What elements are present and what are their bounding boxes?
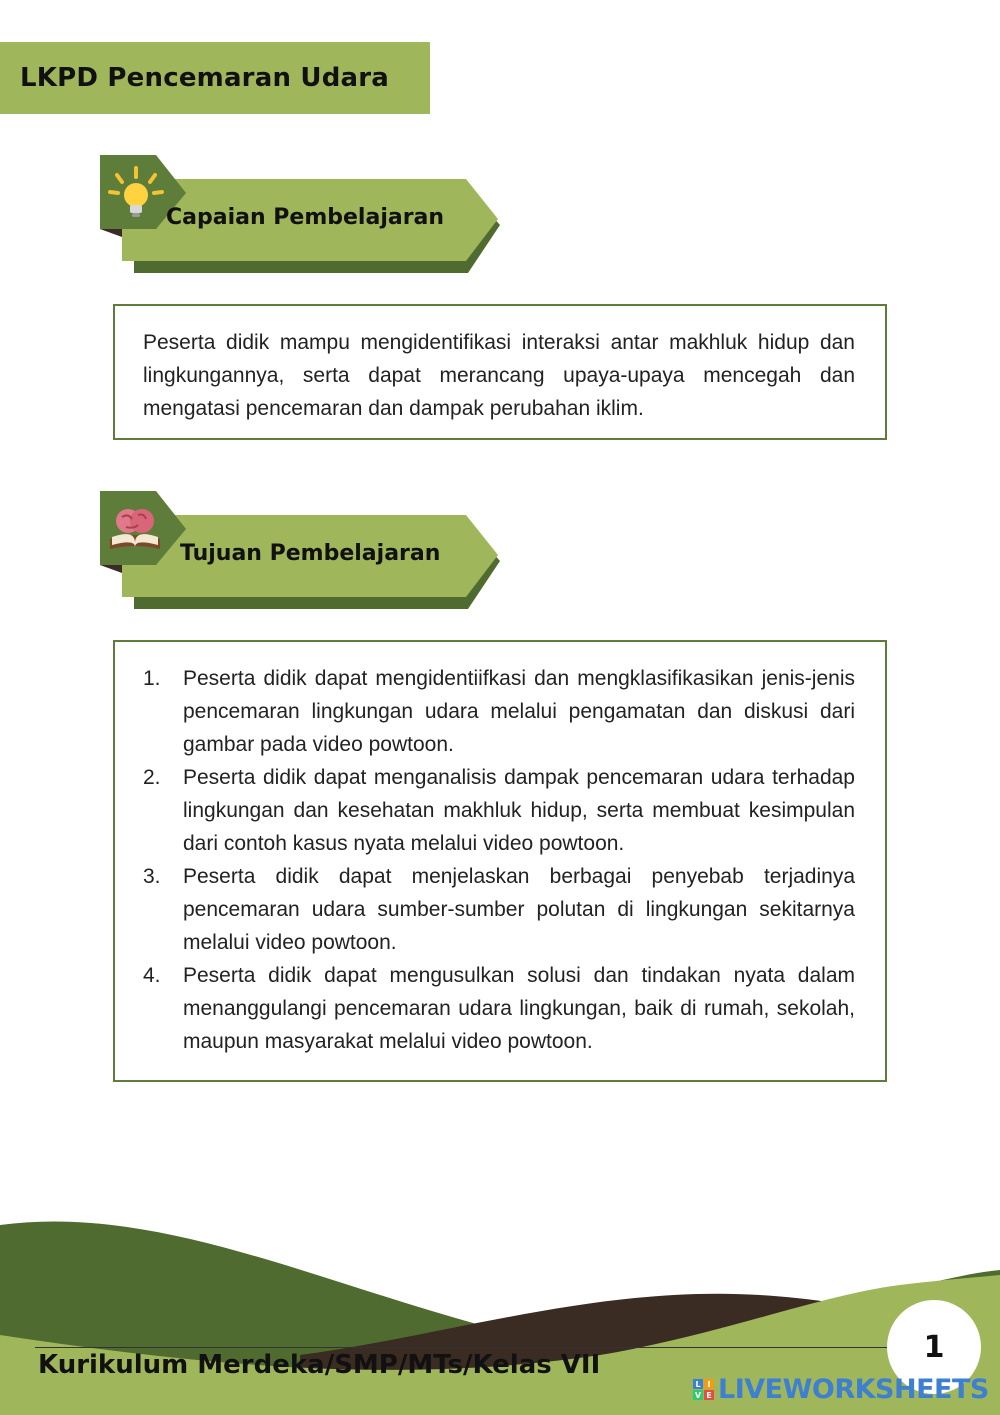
liveworksheets-watermark[interactable] [693, 1374, 989, 1405]
tujuan-list-item: 2. Peserta didik dapat menganalisis dampak pencemaran udara terhadap lingkungan dan kesehatan makhluk hidup, serta membuat kesimpulan dari contoh kasus nyata melalui video powtoon. [143, 766, 855, 855]
footer-divider [35, 1347, 895, 1348]
tujuan-box [113, 640, 887, 1082]
tujuan-section-header [98, 491, 508, 611]
brain-book-icon [106, 499, 164, 557]
tujuan-heading: Tujuan Pembelajaran [180, 541, 441, 566]
tujuan-list [143, 662, 855, 1058]
tujuan-list-item: 4. Peserta didik dapat mengusulkan solusi dan tindakan nyata dalam menanggulangi pencemaran udara lingkungan, baik di rumah, sekolah, maupun masyarakat melalui video powtoon. [143, 964, 855, 1053]
page-number: 1 [887, 1300, 981, 1394]
capaian-box [113, 304, 887, 440]
capaian-text: Peserta didik mampu mengidentifikasi interaksi antar makhluk hidup dan lingkungannya, serta dapat merancang upaya-upaya mencegah dan mengatasi pencemaran dan dampak perubahan iklim. [143, 331, 855, 420]
liveworksheets-logo-icon: L I V E [693, 1379, 714, 1400]
tujuan-list-item: 3. Peserta didik dapat menjelaskan berbagai penyebab terjadinya pencemaran udara sumber-sumber polutan di lingkungan sekitarnya melalui video powtoon. [143, 865, 855, 954]
watermark-text: LIVEWORKSHEETS [718, 1374, 989, 1405]
tujuan-list-item: 1. Peserta didik dapat mengidentiifkasi dan mengklasifikasikan jenis-jenis pencemaran lingkungan udara melalui pengamatan dan diskusi dari gambar pada video powtoon. [143, 667, 855, 756]
lightbulb-icon [106, 165, 166, 225]
page-title: LKPD Pencemaran Udara [20, 63, 390, 93]
footer-curriculum: Kurikulum Merdeka/SMP/MTs/Kelas VII [38, 1350, 601, 1380]
capaian-section-header [98, 155, 508, 275]
title-banner [0, 42, 430, 114]
capaian-heading: Capaian Pembelajaran [166, 205, 445, 230]
